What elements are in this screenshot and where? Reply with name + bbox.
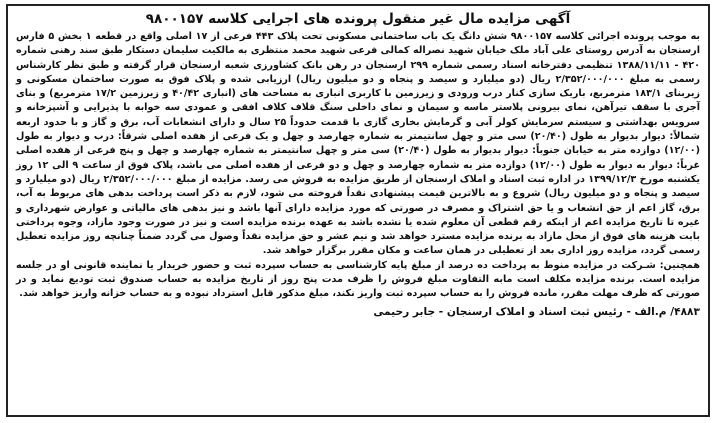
auction-notice xyxy=(6,4,710,417)
notice-terms: همچنین: شـرکت در مزایده منوط به پرداخت ده درصد از مبلغ پایه کارشناسی به حساب سپرده ثبت و حضور خریدار یا نماینده قانونی او در جلسه مزایده است. برنده مزایده مکلف است مابه التفاوت مبلغ فروش را ظرف مدت پنج روز از تاریخ مزایده به حساب صندوق ثبت تودیع نماید و در صورتی که ظرف مهلت مقرر، مانده فروش را به حساب سپرده ثبت واریز نکند، مبلغ مذکور قابل استرداد نبوده و به حساب خزانه واریز خواهد شد. xyxy=(16,259,700,300)
notice-body: به موجب پرونده اجرائی کلاسه ۹۸۰۰۱۵۷ شش دانگ یک باب ساختمانی مسکونی تحت پلاک ۴۴۳ فرعی از ۱۷ اصلی واقع در قطعه ۱ بخش ۵ فارس ارسنجان به آدرس روستای علی آباد ملک خیابان شهید نصراله کمالی فرعی شهید محمد منتظری به مالکیت سلیمان دستکار طبق سند رهنی شماره ۴۲۰ - ۱۳۸۸/۱۱/۱۱ تنظیمی دفترخانه اسناد رسمی شماره ۲۹۹ ارسنجان در رهن بانک کشاورزی شعبه ارسنجان قرار گرفته و طبق نظر کارشناس رسمی به مبلغ ۲/۳۵۲/۰۰۰/۰۰۰ ریال (دو میلیارد و سیصد و پنجاه و دو میلیون ریال) ارزیابی شده و پلاک فوق به صورت ساختمان مسکونی و زیربنای ۱۸۳/۱ مترمربع، باریک سازی کنار درب ورودی و زیرزمین با کاربری انباری به مساحت های (انباری ۴۰/۴۲ و زیرزمین ۱۷/۲ مترمربع) و بنای آجری با سقف تیرآهن، نمای بیرونی پلاستر ماسه و سیمان و نمای داخلی سنگ قلاف کلاف افقی و عمودی سه خوابه با پذیرایی و آشپزخانه و سرویس بهداشتی و سیستم سرمایش کولر آبی و گرمایش بخاری گازی با قدمت حدوداً ۲۵ سال و دارای انشعابات آب، برق و گاز و با حدود اربعه شمالاً: دیوار بدیوار به طول (۲۰/۴۰) سی متر و چهل سانتیمتر به شماره چهارصد و چهل و یک فرعی از هفده اصلی شرقاً: درب و دیوار به طول (۱۲/۰۰) دوازده متر به خیابان جنوباً: دیوار بدیوار به طول (۲۰/۴۰) سی متر و چهل سانتیمتر به شماره چهارصد و چهل و پنج فرعی از هفده اصلی غرباً: دیوار به دیوار به طول (۱۲/۰۰) دوازده متر به شماره چهارصد و چهل و دو فرعی از هفده اصلی می باشد، پلاک فوق از ساعت ۹ الی ۱۲ روز یکشنبه مورخ ۱۳۹۹/۱۲/۳ در اداره ثبت اسناد و املاک ارسنجان از طریق مزایده به فروش می رسد. مزایده از مبلغ ۲/۳۵۲/۰۰۰/۰۰۰ ریال (دو میلیارد و سیصد و پنجاه و دو میلیون ریال) شروع و به بالاترین قیمت پیشنهادی نقداً فروخته می شود، لازم به ذکر است پرداخت بدهی های مربوط به آب، برق، گاز اعم از حق انشعاب و یا حق اشتراک و مصرف در صورتی که مورد مزایده دارای آنها باشد و نیز بدهی های مالیاتی و عوارض شهرداری و غیره تا تاریخ مزایده اعم از اینکه رقم قطعی آن معلوم شده یا نشده باشد به عهده برنده مزایده است و نیز در صورت وجود مازاد، وجوه پرداختی بابت هزینه های فوق از محل مازاد به برنده مزایده مسترد خواهد شد و نیم عشر و حق مزایده نقداً وصول می گردد ضمناً چنانچه روز مزایده تعطیل رسمی گردد، مزایده روز اداری بعد از تعطیلی در همان ساعت و مکان مقرر برگزار خواهد شد. xyxy=(16,31,700,257)
notice-signature: ۴۸۸۳/ م.الف - رئیس ثبت اسناد و املاک ارسنجان - جابر رحیمی xyxy=(373,305,700,318)
notice-title: آگهی مزایده مال غیر منقول پرونده های اجرایی کلاسه ۹۸۰۰۱۵۷ xyxy=(145,11,571,27)
